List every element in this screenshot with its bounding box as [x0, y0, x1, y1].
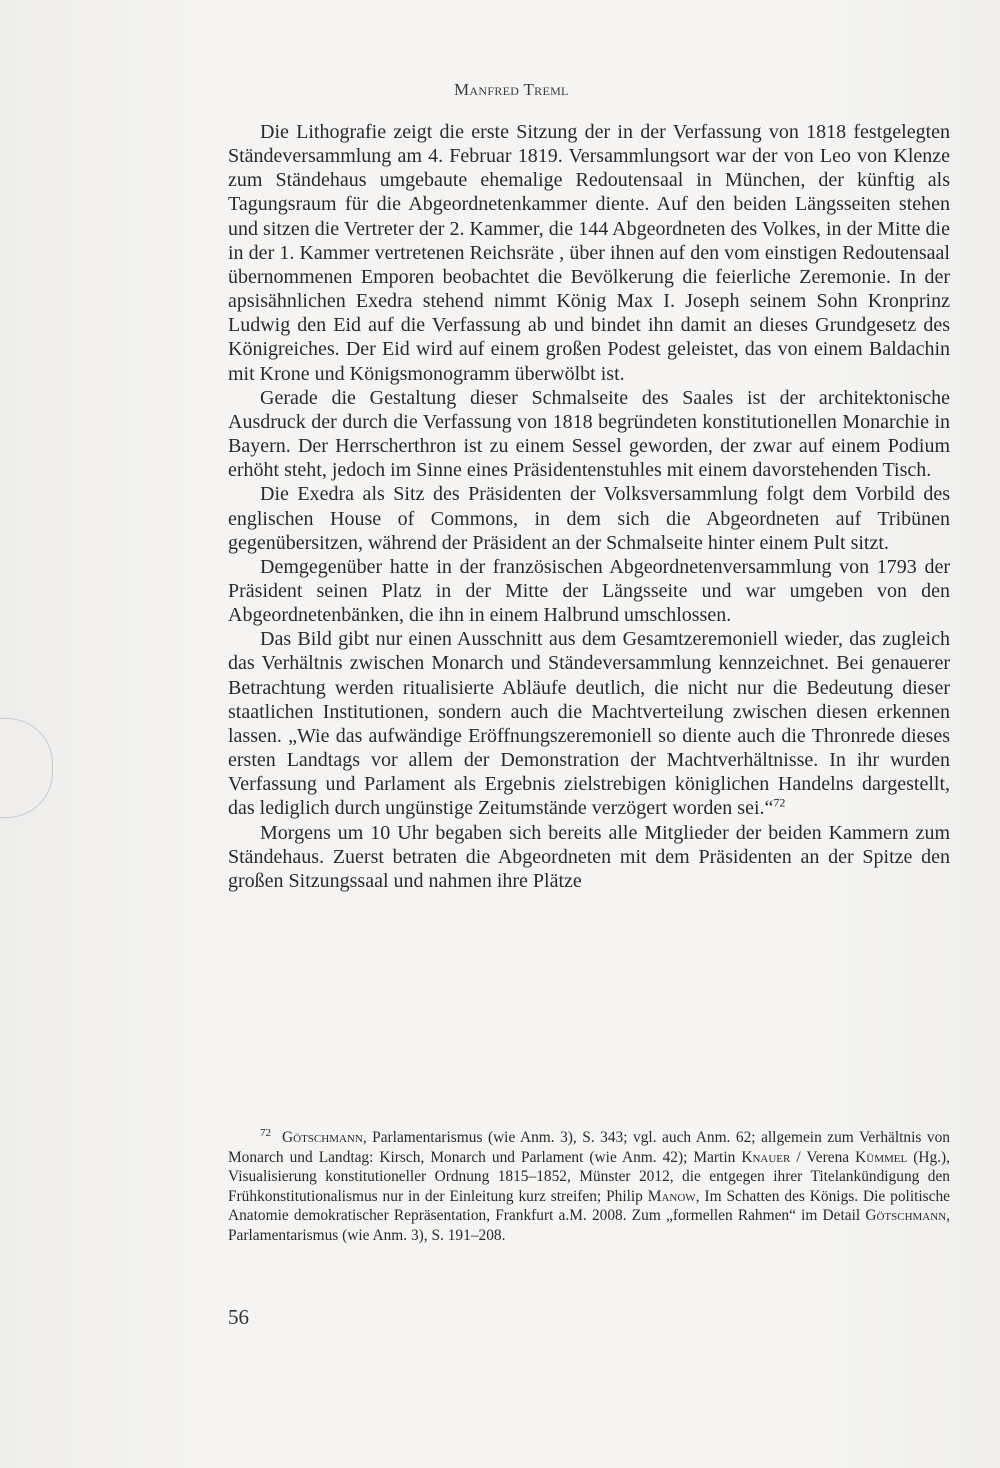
footnote-number: 72 — [260, 1126, 271, 1139]
paragraph-1: Die Lithografie zeigt die erste Sitzung der in der Verfassung von 1818 festgelegten Ständeversammlung am 4. Februar 1819. Versammlungsort war der von Leo von Klenze zum Ständehaus umgebaute ehemalige Redoutensaal in München, der künftig als Tagungsraum für die Abgeordnetenkammer diente. Auf den beiden Längsseiten stehen und sitzen die Vertreter der 2. Kammer, die 144 Abgeordneten des Volkes, in der Mitte die in der 1. Kammer vertretenen Reichsräte , über ihnen auf den vom einstigen Redoutensaal übernommenen Emporen beobachtet die Bevölkerung die feierliche Zeremonie. In der apsisähnlichen Exedra stehend nimmt König Max I. Joseph seinem Sohn Kronprinz Ludwig den Eid auf die Verfassung ab und bindet ihn damit an dieses Grundgesetz des Königreiches. Der Eid wird auf einem großen Podest geleistet, das von einem Baldachin mit Krone und Königsmonogramm überwölbt ist. — [228, 121, 950, 385]
paragraph-4: Demgegenüber hatte in der französischen Abgeordnetenversammlung von 1793 der Präsident seinen Platz in der Mitte der Längsseite und war umgeben von den Abgeordnetenbänken, die ihn in einem Halbrund umschlossen. — [228, 555, 950, 627]
footnote-segment: / Verena — [790, 1148, 856, 1166]
footnote-segment: , Parlamentarismus (wie Anm. 3), S. 191–208. — [228, 1207, 950, 1244]
paragraph-5 — [228, 627, 950, 820]
running-head — [454, 80, 754, 100]
footnote — [228, 1128, 950, 1245]
footnote-author-name: Götschmann — [865, 1207, 947, 1224]
footnote-segment: , Parlamentarismus (wie Anm. 3), S. 343; vgl. auch Anm. 62; allgemein zum Verhältnis von Monarch und Landtag: Kirsch, Monarch und Parlament (wie Anm. 42); Martin — [228, 1129, 950, 1166]
body-text — [228, 120, 950, 893]
page-number: 56 — [228, 1305, 249, 1329]
paragraph-3: Die Exedra als Sitz des Präsidenten der Volksversammlung folgt dem Vorbild des englischen House of Commons, in dem sich die Abgeordneten auf Tribünen gegenübersitzen, während der Präsident an der Schmalseite hinter einem Pult sitzt. — [228, 483, 950, 554]
footnote-segment: (Hg.), Visualisierung konstitutioneller Ordnung 1815–1852, Münster 2012, die entgegen ihrer Titelankündigung den Frühkonstitutionalismus nur in der Einleitung kurz streifen; Philip — [228, 1148, 950, 1205]
footnote-author-name: Götschmann — [282, 1129, 363, 1146]
footnote-reference[interactable]: 72 — [773, 795, 786, 810]
footnote-text — [228, 1126, 951, 1244]
paragraph-6: Morgens um 10 Uhr begaben sich bereits alle Mitglieder der beiden Kammern zum Ständehaus. Zuerst betraten die Abgeordneten mit dem Präsidenten an der Spitze den großen Sitzungssaal und nahmen ihre Plätze — [228, 821, 950, 892]
footnote-author-name: Manow — [647, 1187, 696, 1205]
running-head-author: Manfred Treml — [454, 80, 569, 99]
footnote-author-name: Knauer — [741, 1148, 791, 1166]
paragraph-2: Gerade die Gestaltung dieser Schmalseite des Saales ist der architektonische Ausdruck der durch die Verfassung von 1818 begründeten konstitutionellen Monarchie in Bayern. Der Herrscherthron ist zu einem Sessel geworden, der zwar auf einem Podium erhöht steht, jedoch im Sinne eines Präsidentenstuhles mit einem davorstehenden Tisch. — [228, 386, 950, 482]
footnote-author-name: Kümmel — [855, 1148, 908, 1166]
footnote-segment: , Im Schatten des Königs. Die politische Anatomie demokratischer Repräsentation, Frankfurt a.M. 2008. Zum „formellen Rahmen“ im Detail — [228, 1187, 951, 1224]
paragraph-5-text: Das Bild gibt nur einen Ausschnitt aus dem Gesamtzeremoniell wieder, das zugleich das Verhältnis zwischen Monarch und Ständeversammlung kennzeichnet. Bei genauerer Betrachtung werden ritualisierte Abläufe deutlich, die nicht nur die Bedeutung dieser staatlichen Institutionen, sondern auch die Machtverteilung zwischen diesen erkennen lassen. „Wie das aufwändige Eröffnungszeremoniell so diente auch die Thronrede dieses ersten Landtags vor allem der Demonstration der Machtverhältnisse. In ihr wurden Verfassung und Parlament als Ergebnis zielstrebigen königlichen Handelns dargestellt, das lediglich durch ungünstige Zeitumstände verzögert worden sei.“ — [228, 628, 950, 820]
